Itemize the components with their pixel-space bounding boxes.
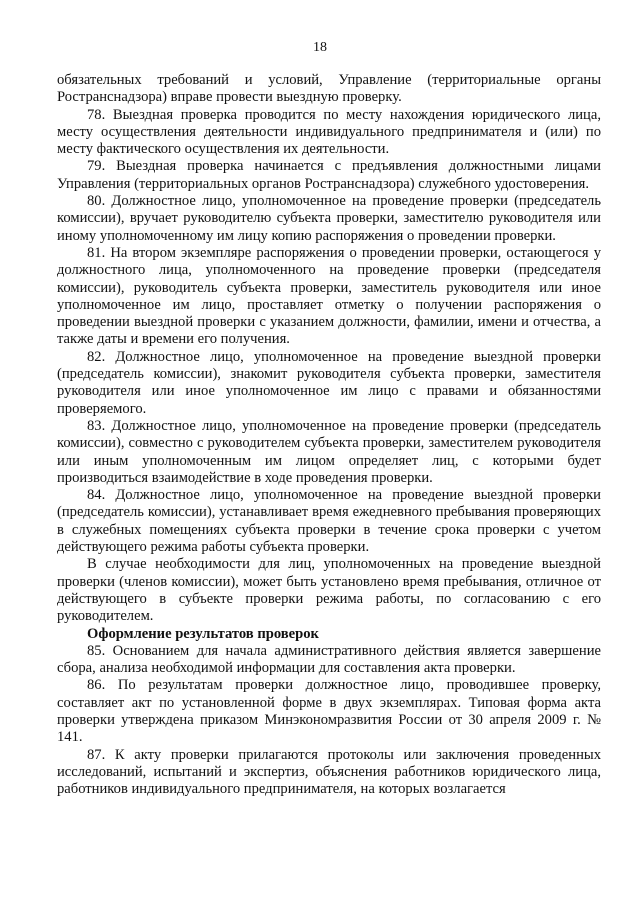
paragraph-85: 85. Основанием для начала административного действия является завершение сбора, анализа необходимой информации для составления акта проверки. (57, 642, 601, 677)
paragraph-80: 80. Должностное лицо, уполномоченное на проведение проверки (председатель комиссии), вручает руководителю субъекта проверки, заместителю руководителя или иному уполномоченному им лицу копию распоряжения о проведении проверки. (57, 193, 601, 244)
paragraph-84: 84. Должностное лицо, уполномоченное на проведение выездной проверки (председатель комиссии), устанавливает время ежедневного пребывания проверяющих в служебных помещениях субъекта проверки в течение срока проверки с учетом действующего режима работы субъекта проверки. (57, 487, 601, 556)
paragraph-84-addendum: В случае необходимости для лиц, уполномоченных на проведение выездной проверки (членов комиссии), может быть установлено время пребывания, отличное от действующего в субъекте проверки режима работы, по согласованию с его руководителем. (57, 556, 601, 625)
paragraph-82: 82. Должностное лицо, уполномоченное на проведение выездной проверки (председатель комиссии), знакомит руководителя субъекта проверки, заместителя руководителя или иное уполномоченное им лицо с правами и обязанностями проверяемого. (57, 348, 601, 417)
page-number: 18 (313, 40, 327, 55)
paragraph-79: 79. Выездная проверка начинается с предъявления должностными лицами Управления (территориальных органов Ространснадзора) служебного удостоверения. (57, 158, 601, 192)
paragraph-86: 86. По результатам проверки должностное лицо, проводившее проверку, составляет акт по установленной форме в двух экземплярах. Типовая форма акта проверки утверждена приказом Минэкономразвития России от 30 апреля 2009 г. № 141. (57, 677, 601, 746)
document-body (57, 72, 601, 798)
paragraph-83: 83. Должностное лицо, уполномоченное на проведение проверки (председатель комиссии), совместно с руководителем субъекта проверки, заместителем руководителя или иным уполномоченным им лицом определяет лиц, с которыми будет производиться взаимодействие в ходе проведения проверки. (57, 417, 601, 486)
paragraph-81: 81. На втором экземпляре распоряжения о проведении проверки, остающегося у должностного лица, уполномоченного на проведение проверки (председателя комиссии), руководитель субъекта проверки, заместитель руководителя или иное уполномоченное им лицо, проставляет отметку о получении распоряжения о проведении выездной проверки с указанием должности, фамилии, имени и отчества, а также даты и времени его получения. (57, 244, 601, 348)
paragraph-78: 78. Выездная проверка проводится по месту нахождения юридического лица, месту осуществления деятельности индивидуального предпринимателя и (или) по месту фактического осуществления их деятельности. (57, 106, 601, 158)
paragraph-continuation: обязательных требований и условий, Управление (территориальные органы Ространснадзора) вправе провести выездную проверку. (57, 72, 601, 106)
section-heading: Оформление результатов проверок (87, 625, 319, 642)
paragraph-87: 87. К акту проверки прилагаются протоколы или заключения проведенных исследований, испытаний и экспертиз, объяснения работников юридического лица, работников индивидуального предпринимателя, на которых возлагается (57, 746, 601, 798)
